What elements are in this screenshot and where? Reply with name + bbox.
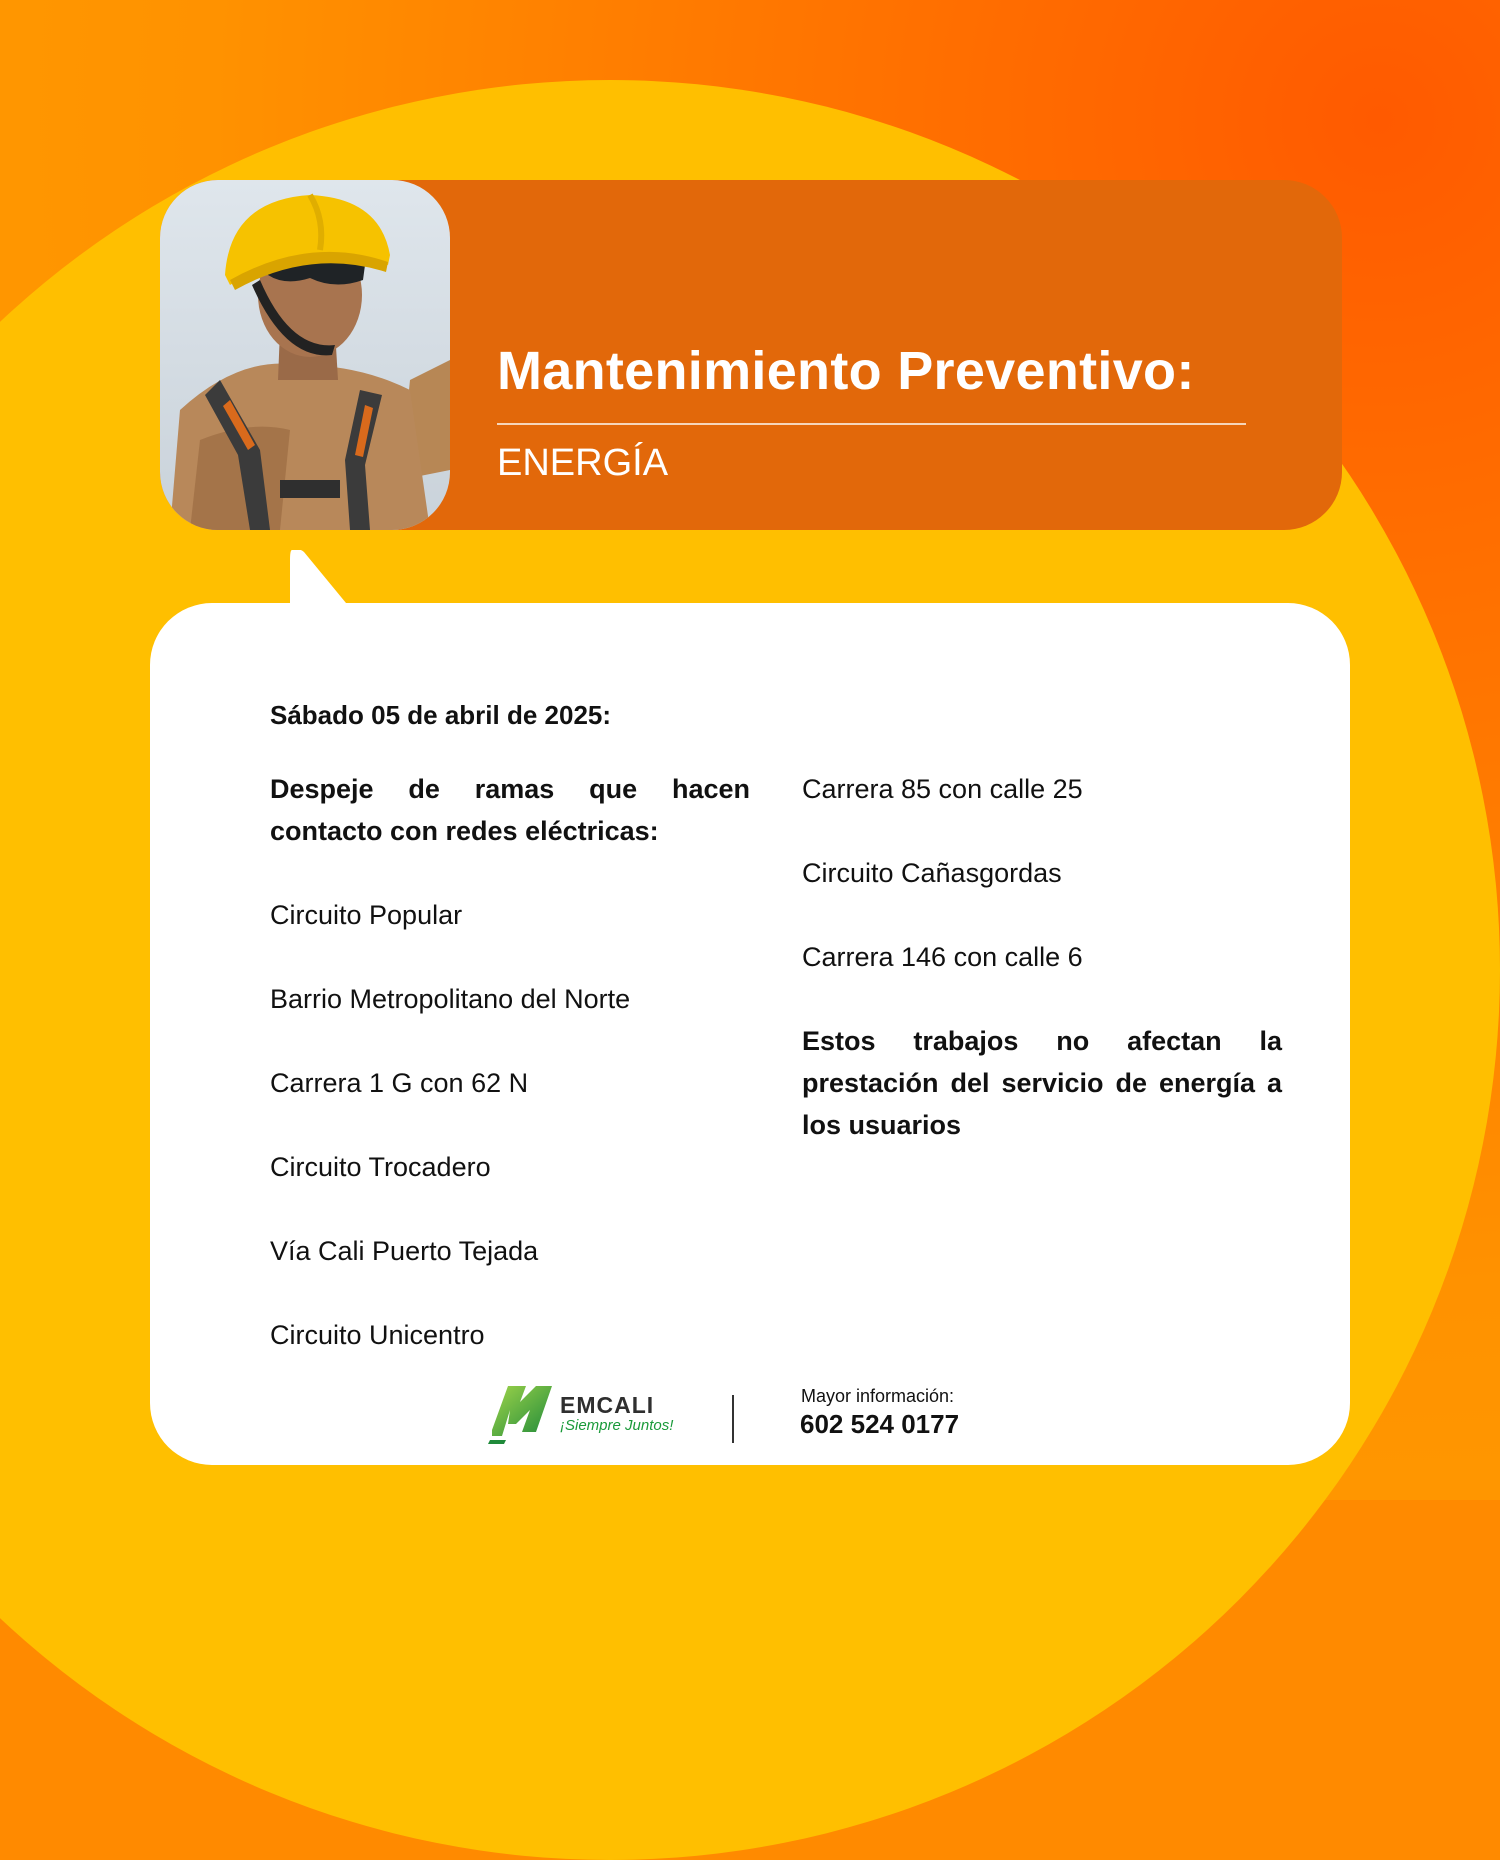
- worker-photo: [160, 180, 450, 530]
- right-column: [802, 768, 1282, 1146]
- phone-number[interactable]: 602 524 0177: [800, 1409, 960, 1439]
- page-subtitle: ENERGÍA: [497, 442, 669, 484]
- left-column: [270, 768, 750, 1398]
- footer-divider: [732, 1395, 734, 1443]
- info-label: Mayor información:: [801, 1386, 955, 1406]
- list-item: Circuito Unicentro: [270, 1320, 485, 1350]
- brand-slogan: ¡Siempre Juntos!: [560, 1417, 674, 1434]
- service-note: Estos trabajos no afectan la prestación del servicio de energía a los usuarios: [802, 1026, 1282, 1140]
- list-item: Carrera 85 con calle 25: [802, 774, 1083, 804]
- list-item: Carrera 1 G con 62 N: [270, 1068, 529, 1098]
- list-item: Circuito Trocadero: [270, 1152, 491, 1182]
- list-item: Carrera 146 con calle 6: [802, 942, 1083, 972]
- page-title: Mantenimiento Preventivo:: [497, 341, 1195, 401]
- brand-name: EMCALI: [560, 1392, 655, 1418]
- list-item: Circuito Cañasgordas: [802, 858, 1062, 888]
- date-heading: Sábado 05 de abril de 2025:: [270, 700, 612, 730]
- section-heading: Despeje de ramas que hacen contacto con redes eléctricas:: [270, 774, 750, 846]
- list-item: Vía Cali Puerto Tejada: [270, 1236, 539, 1266]
- list-item: Circuito Popular: [270, 900, 463, 930]
- title-divider: [497, 423, 1246, 425]
- emcali-logo-icon: [486, 1380, 556, 1446]
- list-item: Barrio Metropolitano del Norte: [270, 984, 631, 1014]
